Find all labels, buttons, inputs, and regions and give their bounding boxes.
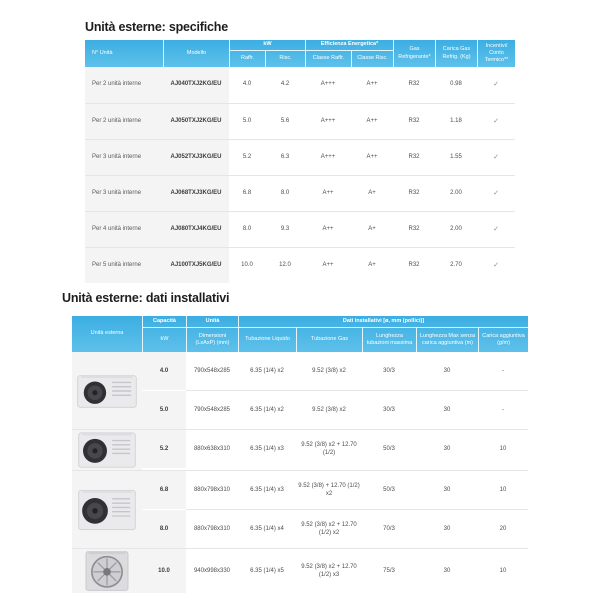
cell-classe-risc: A++ — [366, 81, 378, 88]
cell-carica-aggiuntiva: 10 — [499, 567, 507, 574]
table-row — [85, 67, 515, 103]
cell-tubazione-gas: 9.52 (3/8) x2 + 12.70 (1/2) — [301, 441, 357, 456]
cell-classe-raffr: A++ — [322, 225, 334, 232]
col-header-kw: kW — [142, 328, 186, 352]
cell-classe-raffr: A++ — [322, 189, 334, 196]
table-row — [85, 211, 515, 247]
col-header-tubazione-gas: Tubazione Gas — [296, 328, 362, 352]
cell-gas: R32 — [408, 153, 420, 160]
cell-modello: AJ068TXJ3KG/EU — [163, 176, 229, 211]
cell-capacita: 4.0 — [142, 352, 186, 390]
cell-lunghezza-tubazioni: 75/3 — [383, 567, 395, 574]
col-group-unita: Unità — [186, 316, 238, 328]
table-row — [85, 247, 515, 283]
cell-carica-aggiuntiva: 20 — [499, 525, 507, 532]
col-header-incentivi: Incentivi/ Conto Termico** — [477, 40, 515, 67]
cell-n-unita: Per 4 unità interne — [85, 212, 163, 247]
col-header-lunghezza-max: Lunghezza Max senza carica aggiuntiva (m) — [416, 328, 478, 352]
col-header-tubazione-liquido: Tubazione Liquido — [238, 328, 296, 352]
table2 — [72, 316, 528, 593]
cell-lunghezza-tubazioni: 50/3 — [383, 486, 395, 493]
cell-kw-risc: 8.0 — [280, 189, 290, 196]
cell-carica: 1.18 — [450, 117, 462, 124]
cell-carica-aggiuntiva: 10 — [499, 486, 507, 493]
cell-carica-aggiuntiva: - — [502, 367, 504, 374]
table2-header — [72, 316, 528, 352]
table-row-group — [72, 470, 528, 548]
cell-lunghezza-max: 30 — [443, 445, 451, 452]
cell-carica: 2.00 — [450, 225, 462, 232]
col-header-dimensioni: Dimensioni (LxAxP) (mm) — [186, 328, 238, 352]
col-header-modello: Modello — [163, 40, 229, 67]
table-row — [142, 549, 528, 593]
cell-tubazione-gas: 9.52 (3/8) x2 + 12.70 (1/2) x2 — [301, 521, 357, 536]
cell-kw-risc: 9.3 — [280, 225, 290, 232]
cell-gas: R32 — [408, 117, 420, 124]
checkmark-icon: ✓ — [493, 117, 499, 125]
cell-n-unita: Per 3 unità interne — [85, 140, 163, 175]
cell-kw-raffr: 6.8 — [242, 189, 252, 196]
table-row — [142, 352, 528, 390]
cell-lunghezza-max: 30 — [443, 406, 451, 413]
col-group-efficienza: Efficienza Energetica* — [305, 40, 393, 51]
cell-carica: 1.55 — [450, 153, 462, 160]
cell-kw-raffr: 10.0 — [241, 261, 253, 268]
cell-n-unita: Per 2 unità interne — [85, 67, 163, 103]
cell-n-unita: Per 3 unità interne — [85, 176, 163, 211]
table1-title: Unità esterne: specifiche — [85, 20, 228, 34]
cell-tubazione-liquido: 6.35 (1/4) x3 — [250, 445, 284, 452]
outdoor-unit-image — [72, 352, 142, 429]
cell-capacita: 8.0 — [142, 510, 186, 548]
cell-kw-risc: 4.2 — [280, 81, 290, 88]
cell-modello: AJ080TXJ4KG/EU — [163, 212, 229, 247]
col-header-raffr: Raffr. — [229, 51, 265, 67]
table1-header — [85, 40, 515, 67]
cell-lunghezza-tubazioni: 70/3 — [383, 525, 395, 532]
cell-kw-raffr: 4.0 — [242, 81, 252, 88]
cell-carica-aggiuntiva: 10 — [499, 445, 507, 452]
cell-tubazione-gas: 9.52 (3/8) x2 — [312, 367, 346, 374]
cell-classe-raffr: A++ — [322, 261, 334, 268]
cell-kw-raffr: 8.0 — [242, 225, 252, 232]
cell-lunghezza-max: 30 — [443, 525, 451, 532]
cell-capacita: 6.8 — [142, 471, 186, 509]
section-specifiche — [85, 20, 515, 283]
cell-tubazione-liquido: 6.35 (1/4) x2 — [250, 406, 284, 413]
table2-title: Unità esterne: dati installativi — [62, 291, 230, 305]
table-row — [142, 510, 528, 548]
table-row-group — [72, 429, 528, 470]
cell-kw-risc: 5.6 — [280, 117, 290, 124]
outdoor-unit-image — [72, 471, 142, 548]
table-row — [85, 103, 515, 139]
cell-dimensioni: 940x998x330 — [193, 567, 231, 574]
col-header-carica-aggiuntiva: Carica aggiuntiva (g/m) — [478, 328, 528, 352]
cell-dimensioni: 880x798x310 — [193, 486, 231, 493]
cell-lunghezza-tubazioni: 30/3 — [383, 406, 395, 413]
col-header-lunghezza-tubazioni: Lunghezza tubazioni massima — [362, 328, 416, 352]
cell-gas: R32 — [408, 225, 420, 232]
cell-kw-risc: 12.0 — [279, 261, 291, 268]
table-row — [85, 139, 515, 175]
cell-kw-raffr: 5.0 — [242, 117, 252, 124]
table-row — [142, 471, 528, 509]
cell-tubazione-gas: 9.52 (3/8) x2 + 12.70 (1/2) x3 — [301, 563, 357, 578]
cell-n-unita: Per 5 unità interne — [85, 248, 163, 283]
table-row-group — [72, 548, 528, 593]
cell-carica: 2.70 — [450, 261, 462, 268]
cell-n-unita: Per 2 unità interne — [85, 104, 163, 139]
checkmark-icon: ✓ — [493, 189, 499, 197]
cell-tubazione-liquido: 6.35 (1/4) x5 — [250, 567, 284, 574]
cell-dimensioni: 880x638x310 — [193, 445, 231, 452]
checkmark-icon: ✓ — [493, 81, 499, 89]
checkmark-icon: ✓ — [493, 261, 499, 269]
cell-lunghezza-tubazioni: 50/3 — [383, 445, 395, 452]
cell-classe-raffr: A+++ — [320, 117, 336, 124]
outdoor-unit-image — [72, 430, 142, 470]
col-group-capacita: Capacità — [142, 316, 186, 328]
cell-modello: AJ050TXJ2KG/EU — [163, 104, 229, 139]
cell-modello: AJ100TXJ5KG/EU — [163, 248, 229, 283]
cell-capacita: 5.2 — [142, 430, 186, 468]
cell-carica: 0.98 — [450, 81, 462, 88]
col-header-classe-risc: Classe Risc. — [351, 51, 393, 67]
col-header-carica-gas: Carica Gas Refrig. (Kg) — [435, 40, 477, 67]
cell-dimensioni: 790x548x285 — [193, 367, 231, 374]
table-row — [142, 430, 528, 468]
checkmark-icon: ✓ — [493, 153, 499, 161]
cell-tubazione-liquido: 6.35 (1/4) x4 — [250, 525, 284, 532]
cell-kw-raffr: 5.2 — [242, 153, 252, 160]
checkmark-icon: ✓ — [493, 225, 499, 233]
cell-carica: 2.00 — [450, 189, 462, 196]
cell-tubazione-liquido: 6.35 (1/4) x2 — [250, 367, 284, 374]
cell-kw-risc: 6.3 — [280, 153, 290, 160]
cell-classe-risc: A++ — [366, 153, 378, 160]
cell-capacita: 5.0 — [142, 391, 186, 429]
cell-gas: R32 — [408, 189, 420, 196]
cell-dimensioni: 880x798x310 — [193, 525, 231, 532]
cell-modello: AJ040TXJ2KG/EU — [163, 67, 229, 103]
cell-lunghezza-max: 30 — [443, 567, 451, 574]
col-header-classe-raffr: Classe Raffr. — [305, 51, 351, 67]
col-header-unita-esterna: Unità esterna — [90, 330, 124, 337]
cell-dimensioni: 790x548x285 — [193, 406, 231, 413]
cell-classe-risc: A+ — [368, 225, 376, 232]
cell-classe-risc: A+ — [368, 261, 376, 268]
cell-lunghezza-tubazioni: 30/3 — [383, 367, 395, 374]
cell-lunghezza-max: 30 — [443, 367, 451, 374]
cell-classe-risc: A+ — [368, 189, 376, 196]
cell-classe-raffr: A+++ — [320, 153, 336, 160]
cell-carica-aggiuntiva: - — [502, 406, 504, 413]
cell-lunghezza-max: 30 — [443, 486, 451, 493]
table-row — [85, 175, 515, 211]
section-dati-installativi — [62, 291, 528, 593]
cell-classe-raffr: A+++ — [320, 81, 336, 88]
cell-tubazione-liquido: 6.35 (1/4) x3 — [250, 486, 284, 493]
col-header-gas-refrigerante: Gas Refrigerante* — [393, 40, 435, 67]
table-row — [142, 391, 528, 429]
cell-capacita: 10.0 — [142, 549, 186, 593]
cell-tubazione-gas: 9.52 (3/8) x2 — [312, 406, 346, 413]
cell-gas: R32 — [408, 261, 420, 268]
cell-tubazione-gas: 9.52 (3/8) + 12.70 (1/2) x2 — [298, 482, 360, 497]
col-group-dati-installativi: Dati installativi [ø, mm (pollici)] — [238, 316, 528, 328]
cell-classe-risc: A++ — [366, 117, 378, 124]
cell-gas: R32 — [408, 81, 420, 88]
col-group-kw: kW — [229, 40, 305, 51]
table-row-group — [72, 352, 528, 429]
col-header-n-unita: N° Unità — [92, 49, 113, 56]
outdoor-unit-image — [72, 549, 142, 593]
col-header-risc: Risc. — [265, 51, 305, 67]
cell-modello: AJ052TXJ3KG/EU — [163, 140, 229, 175]
